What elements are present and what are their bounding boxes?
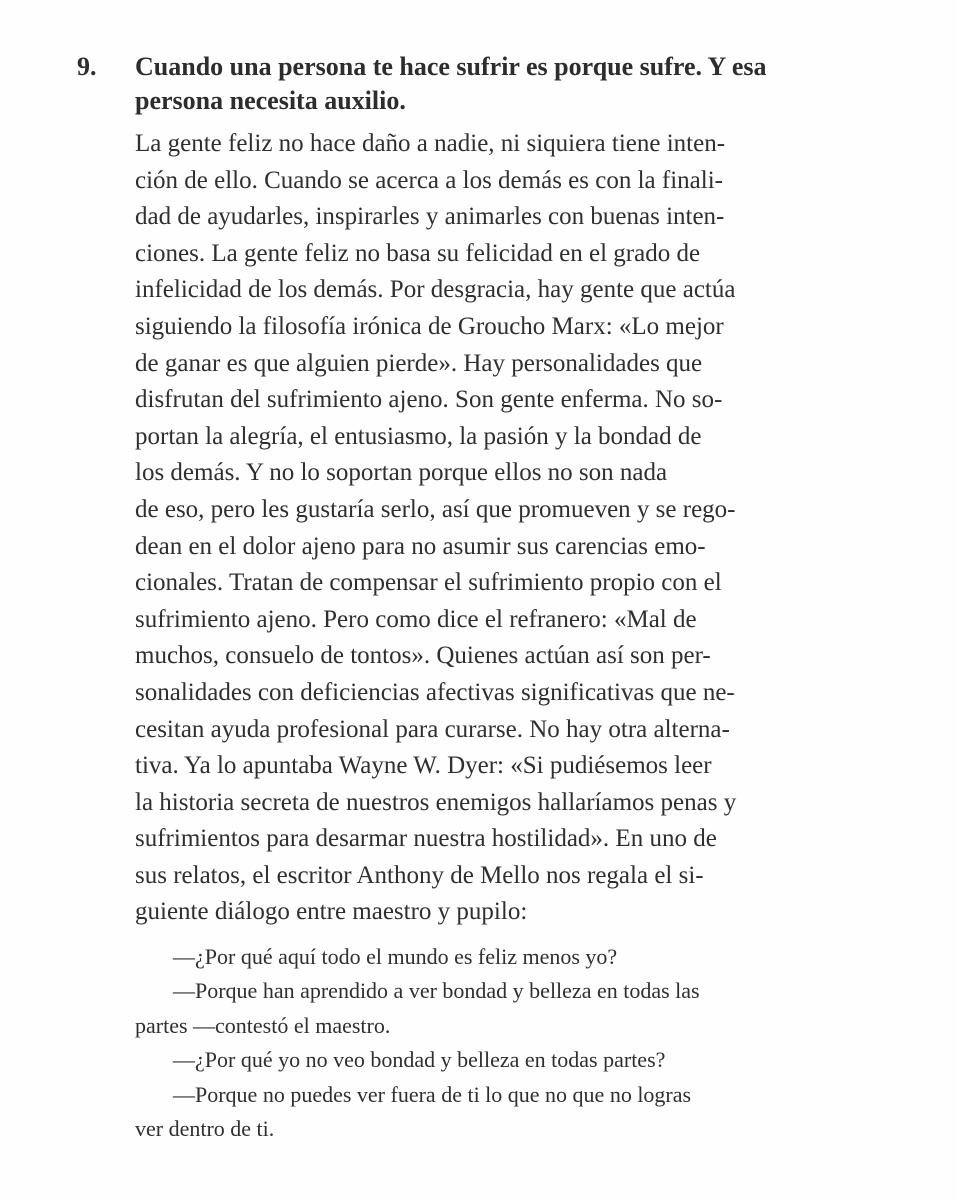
body-line: ción de ello. Cuando se acerca a los demás es con la finali-: [135, 166, 723, 194]
section-title-line: Cuando una persona te hace sufrir es porque sufre. Y esa: [135, 52, 767, 81]
body-line: muchos, consuelo de tontos». Quienes actúan así son per-: [135, 642, 711, 670]
section-title-line: persona necesita auxilio.: [135, 86, 406, 115]
dialogue-line: —¿Por qué yo no veo bondad y belleza en todas partes?: [173, 1047, 666, 1073]
body-line: sufrimientos para desarmar nuestra hostilidad». En uno de: [135, 825, 717, 853]
body-line: ciones. La gente feliz no basa su felicidad en el grado de: [135, 239, 701, 267]
section-title: [135, 50, 815, 118]
body-line: disfrutan del sufrimiento ajeno. Son gente enferma. No so-: [135, 386, 723, 414]
body-line: los demás. Y no lo soportan porque ellos no son nada: [135, 459, 668, 487]
body-line: tiva. Ya lo apuntaba Wayne W. Dyer: «Si pudiésemos leer: [135, 752, 712, 780]
dialogue-line: —Porque no puedes ver fuera de ti lo que no que no logras: [173, 1081, 692, 1107]
body-line: sonalidades con deficiencias afectivas significativas que ne-: [135, 678, 735, 706]
section-number: 9.: [77, 52, 97, 81]
body-line: sus relatos, el escritor Anthony de Mello nos regala el si-: [135, 861, 704, 889]
dialogue-line: —¿Por qué aquí todo el mundo es feliz menos yo?: [173, 944, 618, 969]
dialogue-line: ver dentro de ti.: [135, 1116, 275, 1142]
body-line: cionales. Tratan de compensar el sufrimiento propio con el: [135, 569, 722, 597]
dialogue-block: [135, 940, 835, 1146]
dialogue-line: partes —contestó el maestro.: [135, 1012, 391, 1038]
body-line: La gente feliz no hace daño a nadie, ni siquiera tiene inten-: [135, 130, 726, 157]
body-line: de ganar es que alguien pierde». Hay personalidades que: [135, 349, 703, 377]
body-paragraph: [135, 126, 815, 931]
body-line: guiente diálogo entre maestro y pupilo:: [135, 898, 528, 926]
body-line: sufrimiento ajeno. Pero como dice el refranero: «Mal de: [135, 605, 697, 633]
body-line: dad de ayudarles, inspirarles y animarles con buenas inten-: [135, 203, 725, 231]
body-line: dean en el dolor ajeno para no asumir sus carencias emo-: [135, 532, 706, 560]
body-line: cesitan ayuda profesional para curarse. No hay otra alterna-: [135, 715, 730, 743]
body-line: siguiendo la filosofía irónica de Groucho Marx: «Lo mejor: [135, 312, 724, 340]
body-line: de eso, pero les gustaría serlo, así que promueven y se rego-: [135, 495, 736, 523]
body-line: infelicidad de los demás. Por desgracia, hay gente que actúa: [135, 276, 736, 304]
body-line: la historia secreta de nuestros enemigos hallaríamos penas y: [135, 788, 737, 816]
dialogue-line: —Porque han aprendido a ver bondad y belleza en todas las: [173, 978, 700, 1004]
body-line: portan la alegría, el entusiasmo, la pasión y la bondad de: [135, 422, 702, 450]
